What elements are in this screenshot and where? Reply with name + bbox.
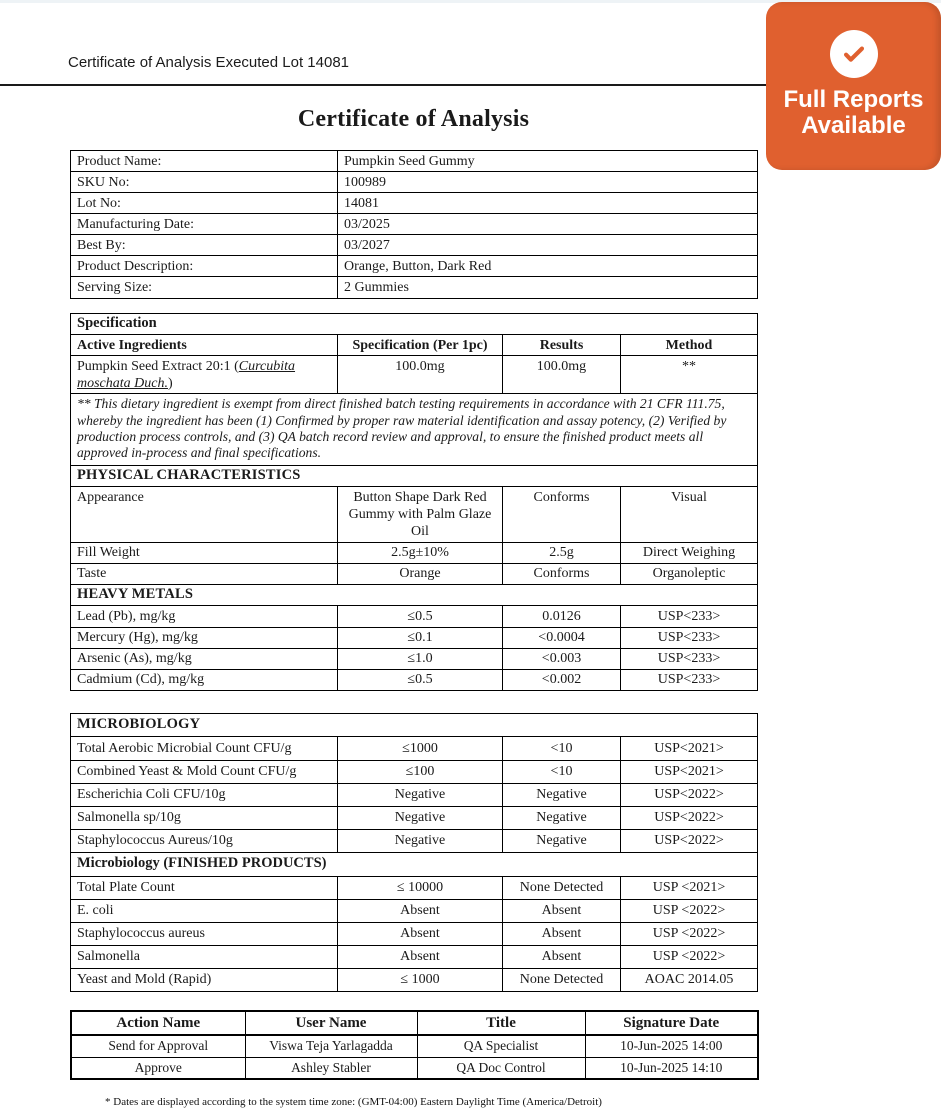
field-label: Best By:: [71, 235, 338, 256]
method-value: USP<233>: [621, 606, 758, 627]
microbiology-table: [70, 713, 758, 992]
specification-table: [70, 313, 758, 691]
table-row: [71, 829, 758, 852]
test-name: Staphylococcus aureus: [71, 922, 338, 945]
column-header: Title: [417, 1011, 585, 1035]
exemption-note-row: [71, 394, 758, 465]
result-value: Negative: [503, 806, 621, 829]
method-value: USP<233>: [621, 627, 758, 648]
result-value: <0.003: [503, 648, 621, 669]
table-row: [71, 876, 758, 899]
column-header-row: [71, 335, 758, 356]
column-header: Signature Date: [585, 1011, 758, 1035]
full-reports-badge[interactable]: [766, 2, 941, 170]
method-value: USP<2021>: [621, 760, 758, 783]
result-value: <10: [503, 760, 621, 783]
field-value: 2 Gummies: [338, 277, 758, 298]
field-label: Product Description:: [71, 256, 338, 277]
spec-value: Negative: [338, 806, 503, 829]
table-row: [71, 922, 758, 945]
table-row: [71, 1057, 758, 1079]
method-value: **: [621, 356, 758, 394]
method-value: USP<233>: [621, 669, 758, 690]
table-row: [71, 606, 758, 627]
signature-date: 10-Jun-2025 14:00: [585, 1035, 758, 1057]
method-value: Organoleptic: [621, 563, 758, 584]
test-name: Cadmium (Cd), mg/kg: [71, 669, 338, 690]
test-name: Salmonella: [71, 945, 338, 968]
method-value: USP <2022>: [621, 922, 758, 945]
action-name: Approve: [71, 1057, 245, 1079]
spec-value: Button Shape Dark Red Gummy with Palm Glaze Oil: [338, 487, 503, 542]
method-value: USP<2022>: [621, 783, 758, 806]
spec-value: Negative: [338, 783, 503, 806]
field-label: SKU No:: [71, 172, 338, 193]
spec-value: Absent: [338, 922, 503, 945]
badge-label: [783, 87, 923, 139]
field-value: 03/2025: [338, 214, 758, 235]
method-value: USP <2021>: [621, 876, 758, 899]
method-value: USP <2022>: [621, 899, 758, 922]
method-value: Direct Weighing: [621, 542, 758, 563]
ingredient-name-suffix: ): [168, 375, 173, 391]
method-value: USP<2022>: [621, 806, 758, 829]
user-title: QA Specialist: [417, 1035, 585, 1057]
badge-label-line2: Available: [801, 111, 906, 139]
user-title: QA Doc Control: [417, 1057, 585, 1079]
table-row: [71, 945, 758, 968]
method-value: USP<233>: [621, 648, 758, 669]
table-row: [71, 542, 758, 563]
ingredient-name-prefix: Pumpkin Seed Extract 20:1 (: [77, 358, 239, 374]
result-value: Conforms: [503, 563, 621, 584]
result-value: Negative: [503, 829, 621, 852]
section-header-row: [71, 465, 758, 487]
spec-value: ≤0.5: [338, 669, 503, 690]
test-name: Lead (Pb), mg/kg: [71, 606, 338, 627]
table-row: [71, 1035, 758, 1057]
product-info-table: [70, 150, 758, 299]
field-label: Lot No:: [71, 193, 338, 214]
action-name: Send for Approval: [71, 1035, 245, 1057]
signature-date: 10-Jun-2025 14:10: [585, 1057, 758, 1079]
document-title: Certificate of Analysis: [297, 106, 530, 132]
user-name: Viswa Teja Yarlagadda: [245, 1035, 417, 1057]
test-name: Fill Weight: [71, 542, 338, 563]
field-value: Pumpkin Seed Gummy: [338, 151, 758, 172]
table-row: [71, 214, 758, 235]
test-name: Total Plate Count: [71, 876, 338, 899]
table-row: [71, 277, 758, 298]
table-row: [71, 669, 758, 690]
spec-value: ≤0.1: [338, 627, 503, 648]
column-header: User Name: [245, 1011, 417, 1035]
column-header: Active Ingredients: [71, 335, 338, 356]
page-title: Certificate of Analysis Executed Lot 14081: [68, 54, 350, 71]
table-row: [71, 806, 758, 829]
badge-label-line1: Full Reports: [783, 86, 924, 113]
column-header: Specification (Per 1pc): [338, 335, 503, 356]
section-header-row: [71, 852, 758, 876]
spec-value: 2.5g±10%: [338, 542, 503, 563]
field-label: Product Name:: [71, 151, 338, 172]
spec-value: ≤1.0: [338, 648, 503, 669]
field-label: Serving Size:: [71, 277, 338, 298]
check-icon: [830, 30, 878, 78]
spec-value: Absent: [338, 945, 503, 968]
field-value: 100989: [338, 172, 758, 193]
result-value: Absent: [503, 922, 621, 945]
result-value: 100.0mg: [503, 356, 621, 394]
table-row: [71, 487, 758, 542]
ingredient-name: [71, 356, 338, 394]
certificate-document: [70, 106, 757, 1108]
test-name: Total Aerobic Microbial Count CFU/g: [71, 737, 338, 760]
result-value: <0.002: [503, 669, 621, 690]
test-name: Mercury (Hg), mg/kg: [71, 627, 338, 648]
table-row: [71, 783, 758, 806]
result-value: Negative: [503, 783, 621, 806]
test-name: Yeast and Mold (Rapid): [71, 968, 338, 991]
test-name: Taste: [71, 563, 338, 584]
user-name: Ashley Stabler: [245, 1057, 417, 1079]
result-value: 0.0126: [503, 606, 621, 627]
method-value: USP <2022>: [621, 945, 758, 968]
result-value: None Detected: [503, 968, 621, 991]
result-value: None Detected: [503, 876, 621, 899]
test-name: Escherichia Coli CFU/10g: [71, 783, 338, 806]
method-value: USP<2021>: [621, 737, 758, 760]
method-value: Visual: [621, 487, 758, 542]
spec-value: Negative: [338, 829, 503, 852]
test-name: Arsenic (As), mg/kg: [71, 648, 338, 669]
section-header-row: [71, 713, 758, 737]
signature-table: [70, 1010, 759, 1080]
spec-value: ≤100: [338, 760, 503, 783]
table-row: [71, 193, 758, 214]
result-value: Absent: [503, 899, 621, 922]
table-row: [71, 648, 758, 669]
table-row: [71, 627, 758, 648]
exemption-note: ** This dietary ingredient is exempt from direct finished batch testing requirements in accordance with 21 CFR 111.75, whereby the ingredient has been (1) Confirmed by proper raw material identification and assay potency, (2) Verified by production process controls, and (3) QA batch record review and approval, to ensure the finished product meets all approved in-process and final specifications.: [71, 394, 758, 465]
table-row: [71, 968, 758, 991]
spec-value: 100.0mg: [338, 356, 503, 394]
column-header-row: [71, 1011, 758, 1035]
spec-value: ≤ 10000: [338, 876, 503, 899]
table-row: [71, 760, 758, 783]
table-row: [71, 356, 758, 394]
test-name: Combined Yeast & Mold Count CFU/g: [71, 760, 338, 783]
column-header: Results: [503, 335, 621, 356]
test-name: Salmonella sp/10g: [71, 806, 338, 829]
table-row: [71, 256, 758, 277]
result-value: <10: [503, 737, 621, 760]
spec-value: ≤1000: [338, 737, 503, 760]
table-row: [71, 235, 758, 256]
ingredient-latin-name: Curcubita moschata Duch.: [77, 358, 296, 391]
field-value: 14081: [338, 193, 758, 214]
column-header: Action Name: [71, 1011, 245, 1035]
field-value: 03/2027: [338, 235, 758, 256]
method-value: USP<2022>: [621, 829, 758, 852]
section-header-row: [71, 313, 758, 335]
test-name: E. coli: [71, 899, 338, 922]
result-value: Conforms: [503, 487, 621, 542]
section-title: Microbiology (FINISHED PRODUCTS): [71, 852, 758, 876]
timezone-footnote: * Dates are displayed according to the system time zone: (GMT-04:00) Eastern Daylight Time (America/Detroit): [105, 1096, 602, 1108]
section-title: PHYSICAL CHARACTERISTICS: [71, 465, 758, 487]
section-title: HEAVY METALS: [71, 584, 758, 606]
table-row: [71, 172, 758, 193]
result-value: 2.5g: [503, 542, 621, 563]
method-value: AOAC 2014.05: [621, 968, 758, 991]
section-title: MICROBIOLOGY: [71, 713, 758, 737]
table-row: [71, 151, 758, 172]
header-divider: [0, 84, 766, 86]
table-row: [71, 899, 758, 922]
section-title: Specification: [71, 313, 758, 335]
table-row: [71, 737, 758, 760]
field-label: Manufacturing Date:: [71, 214, 338, 235]
result-value: <0.0004: [503, 627, 621, 648]
test-name: Appearance: [71, 487, 338, 542]
section-header-row: [71, 584, 758, 606]
table-row: [71, 563, 758, 584]
spec-value: Orange: [338, 563, 503, 584]
spec-value: ≤0.5: [338, 606, 503, 627]
spec-value: Absent: [338, 899, 503, 922]
field-value: Orange, Button, Dark Red: [338, 256, 758, 277]
result-value: Absent: [503, 945, 621, 968]
spec-value: ≤ 1000: [338, 968, 503, 991]
test-name: Staphylococcus Aureus/10g: [71, 829, 338, 852]
column-header: Method: [621, 335, 758, 356]
